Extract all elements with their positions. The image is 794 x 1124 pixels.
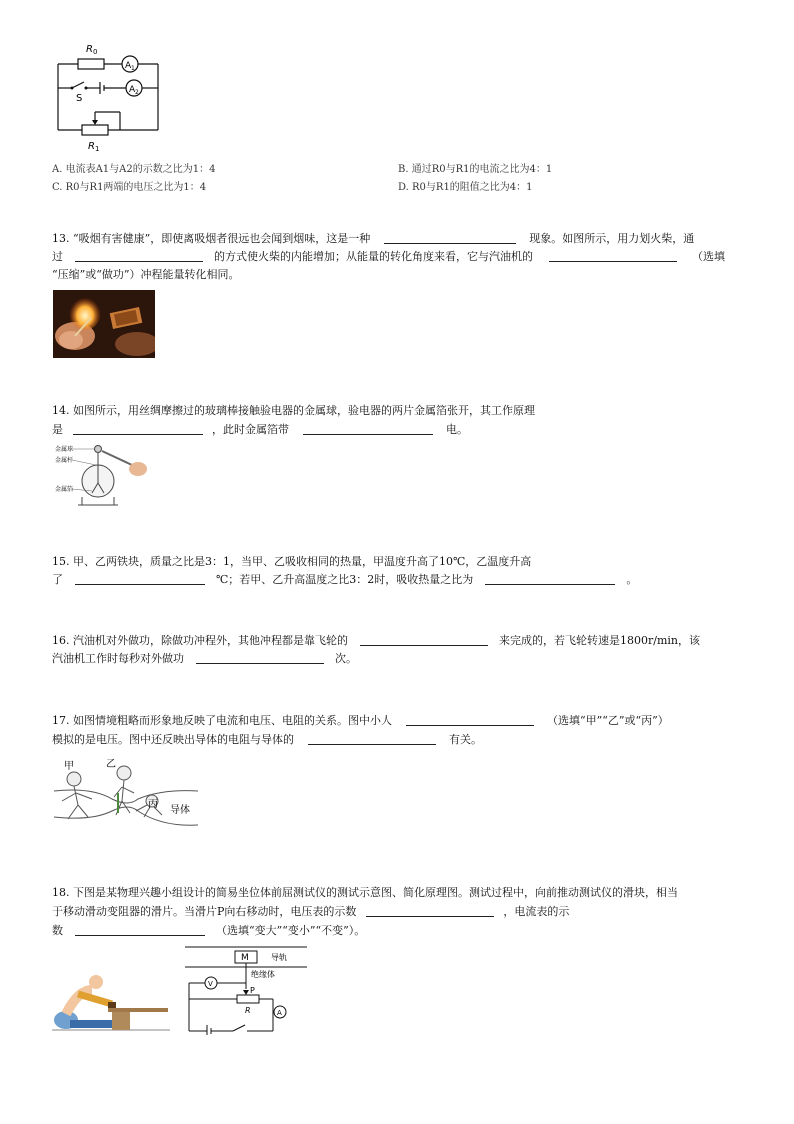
- q14-text-1: 14. 如图所示，用丝绸摩擦过的玻璃棒接触验电器的金属球，验电器的两片金属箔张开，其工作原理: [52, 404, 535, 417]
- q13-text-1b: 现象。如图所示，用力划火柴，通: [529, 232, 695, 245]
- q13-blank-3[interactable]: [549, 250, 677, 262]
- q15-text-2a: 了: [52, 573, 63, 586]
- q14-text-2a: 是: [52, 423, 63, 436]
- q13-blank-2[interactable]: [75, 250, 203, 262]
- q13-match-photo: [53, 290, 155, 358]
- q12-option-b: B. 通过R0与R1的电流之比为4：1: [398, 164, 553, 175]
- q15-blank-1[interactable]: [75, 573, 205, 585]
- q12-label-r0-sub: 0: [93, 48, 98, 56]
- q16-text-1a: 16. 汽油机对外做功，除做功冲程外，其他冲程都是靠飞轮的: [52, 634, 348, 647]
- q16-text-1b: 来完成的，若飞轮转速是1800r/min，该: [499, 634, 700, 647]
- q18-sit-reach-figure: [52, 960, 172, 1035]
- q16-blank-1[interactable]: [360, 634, 488, 646]
- q17-text-1a: 17. 如图情境粗略而形象地反映了电流和电压、电阻的关系。图中小人: [52, 714, 392, 727]
- q12-label-a2-sub: 2: [135, 89, 139, 96]
- q14-label-foil: 金属箔: [55, 486, 74, 493]
- q12-label-r1: R: [88, 141, 95, 152]
- q18-blank-2[interactable]: [75, 924, 205, 936]
- q18-label-p: P: [250, 986, 255, 995]
- q18-label-m: M: [241, 953, 249, 963]
- q18-text-2a: 于移动滑动变阻器的滑片。当滑片P向右移动时，电压表的示数: [52, 905, 357, 918]
- q18-label-insulator: 绝缘体: [251, 970, 275, 979]
- q12-label-s: S: [76, 93, 83, 104]
- q18-line-2: [52, 905, 569, 919]
- q13-text-2b: 的方式使火柴的内能增加；从能量的转化角度来看，它与汽油机的: [214, 250, 533, 263]
- q15-line-2: [52, 573, 637, 587]
- q13-text-2c: （选填: [692, 250, 725, 263]
- q13-blank-1[interactable]: [384, 232, 516, 244]
- q15-line-1: [52, 555, 531, 569]
- q17-blank-1[interactable]: [406, 714, 534, 726]
- q18-label-rail: 导轨: [271, 953, 287, 962]
- q12-label-a2: A: [129, 85, 136, 95]
- q13-text-2a: 过: [52, 250, 63, 263]
- q13-line-3: [52, 268, 240, 282]
- q17-label-bing: 丙: [148, 799, 158, 810]
- q14-line-2: [52, 423, 468, 437]
- q18-line-3: [52, 924, 365, 938]
- q17-blank-2[interactable]: [308, 733, 436, 745]
- q12-label-a1: A: [125, 61, 132, 71]
- q12-circuit-diagram: [50, 38, 175, 156]
- q18-principle-circuit: [183, 945, 311, 1035]
- q16-text-2a: 汽油机工作时每秒对外做功: [52, 652, 184, 665]
- q15-text-2c: 。: [626, 573, 638, 586]
- q14-blank-2[interactable]: [303, 423, 433, 435]
- q18-text-2b: ，电流表的示: [503, 905, 570, 918]
- q14-text-2c: 电。: [446, 423, 468, 436]
- q14-label-ball: 金属球: [55, 446, 74, 453]
- q18-label-v: V: [208, 980, 213, 988]
- q17-text-2b: 有关。: [449, 733, 482, 746]
- q17-label-jia: 甲: [64, 761, 74, 772]
- q17-line-2: [52, 733, 482, 747]
- q18-label-a: A: [277, 1009, 282, 1017]
- q14-electroscope-figure: [52, 443, 152, 509]
- q16-blank-2[interactable]: [196, 652, 324, 664]
- q18-text-3b: （选填“变大”“变小”“不变”）。: [216, 924, 366, 937]
- q17-cartoon-figure: [52, 755, 198, 835]
- q13-line-2: [52, 250, 725, 264]
- q17-label-yi: 乙: [106, 759, 116, 770]
- q16-line-1: [52, 634, 700, 648]
- q18-text-1: 18. 下图是某物理兴趣小组设计的简易坐位体前屈测试仪的测试示意图、简化原理图。测试过程中，向前推动测试仪的滑块，相当: [52, 886, 678, 899]
- q18-line-1: [52, 886, 678, 900]
- q13-line-1: [52, 232, 694, 246]
- q12-label-r1-sub: 1: [95, 145, 100, 153]
- q12-option-d: D. R0与R1的阻值之比为4：1: [398, 182, 533, 193]
- q17-text-1b: （选填“甲”“乙”或“丙”）: [547, 714, 669, 727]
- q15-text-2b: ℃；若甲、乙升高温度之比3：2时，吸收热量之比为: [216, 573, 474, 586]
- q12-label-r0: R: [86, 44, 93, 55]
- q17-label-conductor: 导体: [170, 805, 190, 816]
- q18-label-r: R: [245, 1006, 251, 1015]
- q15-blank-2[interactable]: [485, 573, 615, 585]
- q13-text-1a: 13. “吸烟有害健康”，即使离吸烟者很远也会闻到烟味，这是一种: [52, 232, 371, 245]
- q14-blank-1[interactable]: [73, 423, 203, 435]
- q17-line-1: [52, 714, 669, 728]
- q12-option-c: C. R0与R1两端的电压之比为1：4: [52, 182, 207, 193]
- q13-text-3: “压缩”或“做功”）冲程能量转化相同。: [52, 268, 240, 281]
- q16-text-2b: 次。: [335, 652, 357, 665]
- q17-text-2a: 模拟的是电压。图中还反映出导体的电阻与导体的: [52, 733, 294, 746]
- q18-text-3a: 数: [52, 924, 63, 937]
- q14-line-1: [52, 404, 535, 418]
- q12-label-a1-sub: 1: [131, 65, 135, 72]
- q14-label-rod: 金属杆: [55, 457, 74, 464]
- q16-line-2: [52, 652, 357, 666]
- q14-text-2b: ，此时金属箔带: [212, 423, 289, 436]
- q18-blank-1[interactable]: [366, 905, 494, 917]
- q12-option-a: A. 电流表A1与A2的示数之比为1：4: [52, 164, 216, 175]
- q15-text-1: 15. 甲、乙两铁块，质量之比是3：1，当甲、乙吸收相同的热量，甲温度升高了10℃，乙温度升高: [52, 555, 532, 568]
